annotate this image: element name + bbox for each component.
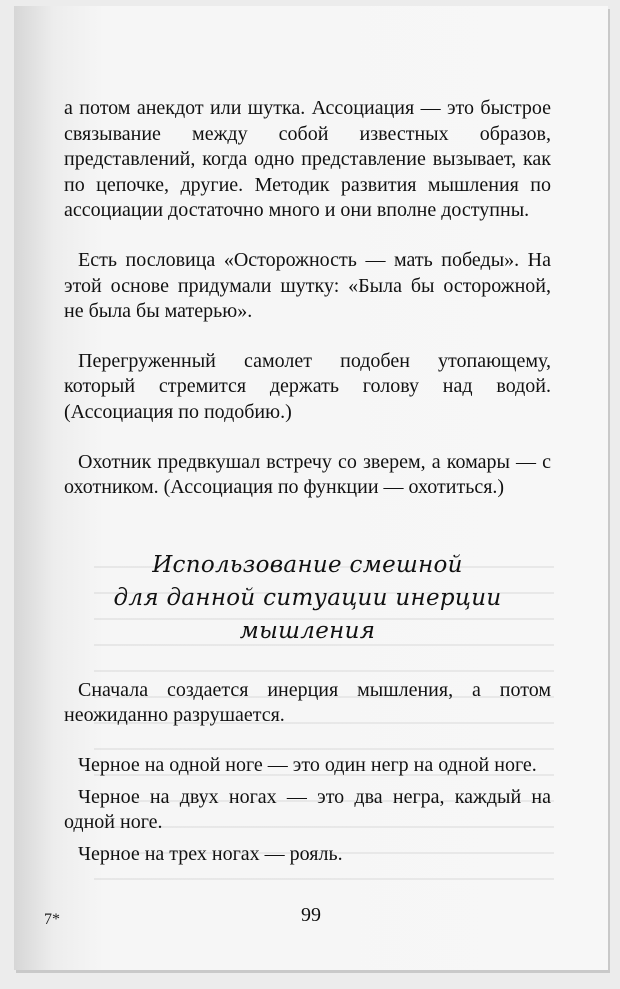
book-page — [14, 6, 608, 970]
paragraph-airplane: Перегруженный самолет подобен утопающему, который стремится держать голову над водой. (Ассоциация по подобию.) — [64, 349, 551, 423]
paragraph-proverb: Есть пословица «Осторожность — мать победы». На этой основе придумали шутку: «Была бы осторожной, не была бы матерью». — [64, 248, 551, 323]
paragraph-intro: Сначала создается инерция мышления, а потом неожиданно разрушается. — [64, 678, 551, 727]
page-body — [64, 96, 551, 873]
paragraph-association: а потом анекдот или шутка. Ассоциация — это быстрое связывание между собой известных образов, представлений, когда одно представление вызывает, как по цепочке, другие. Методик развития мышления по ассоциации достаточно много и они вполне доступны. — [64, 97, 551, 222]
section-heading-line-1: Использование смешной — [152, 551, 463, 578]
joke-one-leg: Черное на одной ноге — это один негр на одной ноге. — [78, 753, 537, 776]
section-heading-line-2: для данной ситуации инерции мышления — [113, 584, 502, 644]
page-number: 99 — [301, 904, 321, 926]
joke-two-legs: Черное на двух ногах — это два негра, каждый на одной ноге. — [64, 785, 551, 834]
section-heading — [64, 549, 551, 648]
signature-mark: 7* — [44, 911, 60, 928]
joke-three-legs: Черное на трех ногах — рояль. — [78, 842, 343, 865]
jokes-list — [64, 753, 551, 867]
paragraph-hunter: Охотник предвкушал встречу со зверем, а комары — с охотником. (Ассоциация по функции — охотиться.) — [64, 450, 551, 499]
